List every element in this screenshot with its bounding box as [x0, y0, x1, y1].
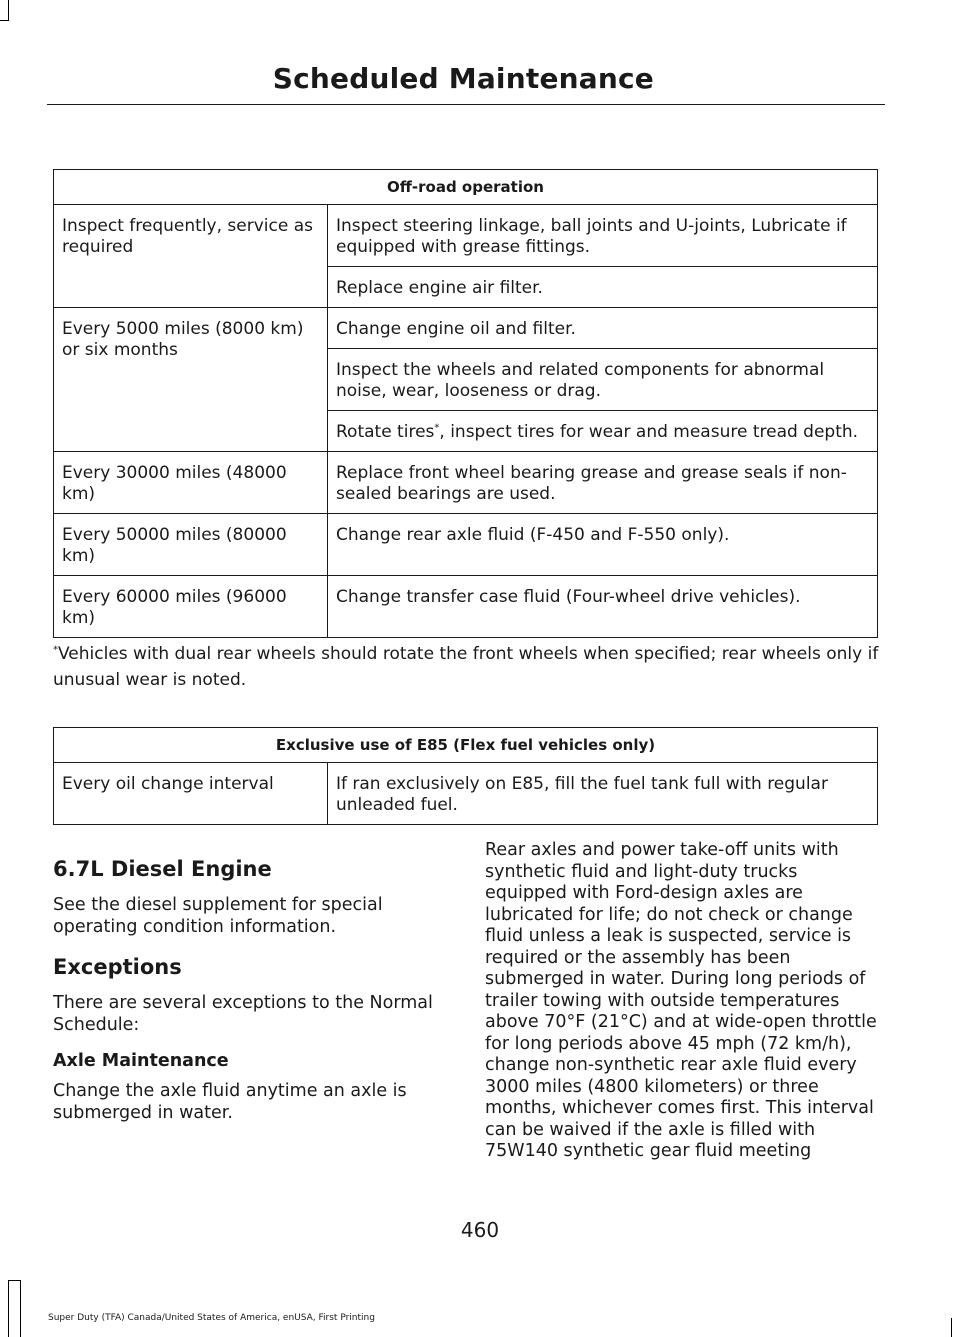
footnote-marker: * [434, 422, 440, 434]
crop-mark [951, 1318, 952, 1337]
exceptions-heading: Exceptions [53, 955, 182, 979]
e85-table-heading: Exclusive use of E85 (Flex fuel vehicles only) [54, 728, 878, 763]
title-divider [47, 104, 885, 105]
footnote [53, 641, 883, 693]
interval-cell: Every 30000 miles (48000 km) [54, 452, 328, 514]
axle-fluid-paragraph: Rear axles and power take-off units with synthetic fluid and light-duty trucks equipped with Ford-design axles are lubricated for life; do not check or change fluid unless a leak is suspected, service is required or the assembly has been submerged in water. During long periods of trailer towing with outside temperatures above 70°F (21°C) and at wide-open throttle for long periods above 45 mph (72 km/h), change non-synthetic rear axle fluid every 3000 miles (4800 kilometers) or three months, whichever comes first. This interval can be waived if the axle is filled with 75W140 synthetic gear fluid meeting [485, 840, 877, 1161]
interval-cell: Every 60000 miles (96000 km) [54, 576, 328, 638]
item-cell: Replace engine air filter. [328, 267, 878, 308]
exceptions-paragraph: There are several exceptions to the Normal Schedule: [53, 993, 433, 1035]
table-row [54, 205, 878, 267]
footnote-marker: * [53, 644, 58, 656]
item-cell: Change rear axle fluid (F-450 and F-550 only). [328, 514, 878, 576]
item-cell: If ran exclusively on E85, fill the fuel tank full with regular unleaded fuel. [328, 763, 878, 825]
item-text: , inspect tires for wear and measure tread depth. [439, 422, 859, 442]
footer-text: Super Duty (TFA) Canada/United States of America, enUSA, First Printing [48, 1313, 375, 1323]
axle-paragraph: Change the axle fluid anytime an axle is submerged in water. [53, 1081, 407, 1123]
crop-mark [20, 1280, 21, 1337]
table-row [54, 763, 878, 825]
item-cell: Change engine oil and filter. [328, 308, 878, 349]
item-cell: Replace front wheel bearing grease and grease seals if non-sealed bearings are used. [328, 452, 878, 514]
table-row [54, 576, 878, 638]
page-number: 460 [460, 1218, 500, 1242]
diesel-paragraph: See the diesel supplement for special operating condition information. [53, 895, 383, 937]
footnote-text: Vehicles with dual rear wheels should rotate the front wheels when specified; rear wheels only if unusual wear is noted. [53, 644, 879, 690]
axle-heading: Axle Maintenance [53, 1051, 229, 1071]
left-column [53, 840, 453, 1134]
crop-mark [0, 20, 9, 21]
e85-table [53, 727, 878, 825]
item-cell: Inspect the wheels and related components for abnormal noise, wear, looseness or drag. [328, 349, 878, 411]
crop-mark [8, 1280, 9, 1337]
offroad-table [53, 169, 878, 638]
interval-cell: Every oil change interval [54, 763, 328, 825]
interval-cell: Every 50000 miles (80000 km) [54, 514, 328, 576]
item-cell: Change transfer case fluid (Four-wheel drive vehicles). [328, 576, 878, 638]
diesel-heading: 6.7L Diesel Engine [53, 857, 272, 881]
item-cell: Inspect steering linkage, ball joints and U-joints, Lubricate if equipped with grease fittings. [328, 205, 878, 267]
right-column [485, 840, 880, 1173]
page-title: Scheduled Maintenance [272, 62, 654, 95]
item-cell [328, 411, 878, 452]
item-text: Rotate tires [336, 422, 435, 442]
crop-mark [8, 0, 9, 20]
table-row [54, 308, 878, 349]
interval-cell: Inspect frequently, service as required [54, 205, 328, 308]
crop-mark [8, 1280, 20, 1281]
table-row [54, 514, 878, 576]
table-row [54, 452, 878, 514]
interval-cell: Every 5000 miles (8000 km) or six months [54, 308, 328, 452]
offroad-table-heading: Off-road operation [54, 170, 878, 205]
